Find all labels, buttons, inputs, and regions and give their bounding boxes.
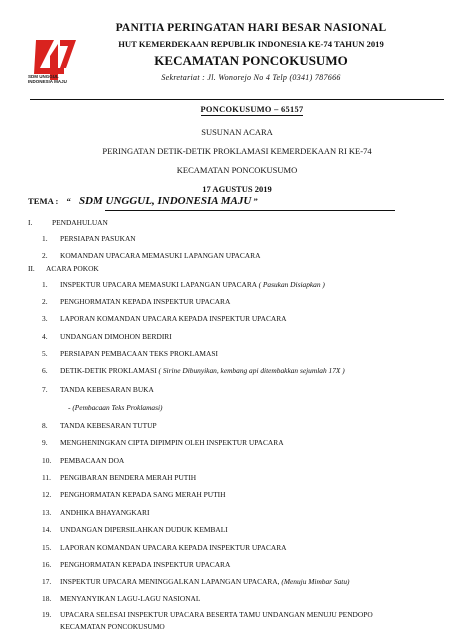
theme-value: SDM UNGGUL, INDONESIA MAJU	[78, 195, 252, 207]
list-item: 14. UNDANGAN DIPERSILAHKAN DUDUK KEMBALI	[42, 525, 228, 534]
agenda-title	[0, 123, 474, 199]
list-item: 6. DETIK-DETIK PROKLAMASI ( Sirine Dibunyikan, kembang api ditembakkan sejumlah 17X )	[42, 366, 345, 375]
list-item: 15. LAPORAN KOMANDAN UPACARA KEPADA INSPEKTUR UPACARA	[42, 543, 287, 552]
title-line-1: SUSUNAN ACARA	[201, 127, 273, 137]
secretariat-address: Sekretariat : Jl. Wonorejo No 4 Telp (0341) 787666	[161, 73, 341, 82]
list-item: 10. PEMBACAAN DOA	[42, 456, 125, 465]
list-item: 16. PENGHORMATAN KEPADA INSPEKTUR UPACARA	[42, 560, 231, 569]
list-item: 1. INSPEKTUR UPACARA MEMASUKI LAPANGAN UPACARA ( Pasukan Disiapkan )	[42, 280, 325, 289]
list-item: 7. TANDA KEBESARAN BUKA	[42, 385, 154, 394]
list-item: 1. PERSIAPAN PASUKAN	[42, 234, 136, 243]
section-pendahuluan: I. PENDAHULUAN	[28, 218, 108, 227]
header-divider	[30, 99, 444, 100]
district-name: KECAMATAN PONCOKUSUMO	[154, 53, 348, 68]
theme-open-quote: “	[66, 196, 71, 206]
list-subitem: - (Pembacaan Teks Proklamasi)	[68, 403, 163, 412]
event-name: HUT KEMERDEKAAN REPUBLIK INDONESIA KE-74 TAHUN 2019	[118, 39, 384, 49]
postal-code: PONCOKUSUMO – 65157	[200, 105, 304, 114]
list-item: 9. MENGHENINGKAN CIPTA DIPIMPIN OLEH INSPEKTUR UPACARA	[42, 438, 284, 447]
theme-underline	[105, 210, 395, 211]
list-item: 2. KOMANDAN UPACARA MEMASUKI LAPANGAN UPACARA	[42, 251, 261, 260]
logo-tagline-1: SDM UNGGUL	[28, 74, 59, 79]
list-item: 18. MENYANYIKAN LAGU-LAGU NASIONAL	[42, 594, 201, 603]
title-line-2: PERINGATAN DETIK-DETIK PROKLAMASI KEMERDEKAAN RI KE-74	[102, 146, 372, 156]
theme-close-quote: ”	[253, 196, 258, 206]
list-item: 2. PENGHORMATAN KEPADA INSPEKTUR UPACARA	[42, 297, 231, 306]
list-item: 17. INSPEKTUR UPACARA MENINGGALKAN LAPANGAN UPACARA, (Menuju Mimbar Satu)	[42, 577, 350, 586]
title-line-4: 17 AGUSTUS 2019	[202, 184, 272, 194]
list-item: 5. PERSIAPAN PEMBACAAN TEKS PROKLAMASI	[42, 349, 218, 358]
postal-line	[0, 105, 474, 114]
letterhead	[0, 22, 474, 82]
title-line-3: KECAMATAN PONCOKUSUMO	[176, 165, 298, 175]
list-item: 11. PENGIBARAN BENDERA MERAH PUTIH	[42, 473, 197, 482]
list-item: 12. PENGHORMATAN KEPADA SANG MERAH PUTIH	[42, 490, 226, 499]
list-item: 3. LAPORAN KOMANDAN UPACARA KEPADA INSPEKTUR UPACARA	[42, 314, 287, 323]
list-item: 19. UPACARA SELESAI INSPEKTUR UPACARA BESERTA TAMU UNDANGAN MENUJU PENDOPO KECAMATAN PONCOKUSUMO	[42, 610, 373, 631]
logo-tagline-2: INDONESIA MAJU	[28, 79, 67, 84]
theme-line	[28, 195, 258, 207]
list-item: 4. UNDANGAN DIMOHON BERDIRI	[42, 332, 172, 341]
org-name: PANITIA PERINGATAN HARI BESAR NASIONAL	[115, 22, 387, 34]
theme-label: TEMA :	[28, 196, 59, 206]
list-item: 13. ANDHIKA BHAYANGKARI	[42, 508, 150, 517]
section-acara-pokok: II. ACARA POKOK	[28, 264, 99, 273]
list-item: 8. TANDA KEBESARAN TUTUP	[42, 421, 157, 430]
